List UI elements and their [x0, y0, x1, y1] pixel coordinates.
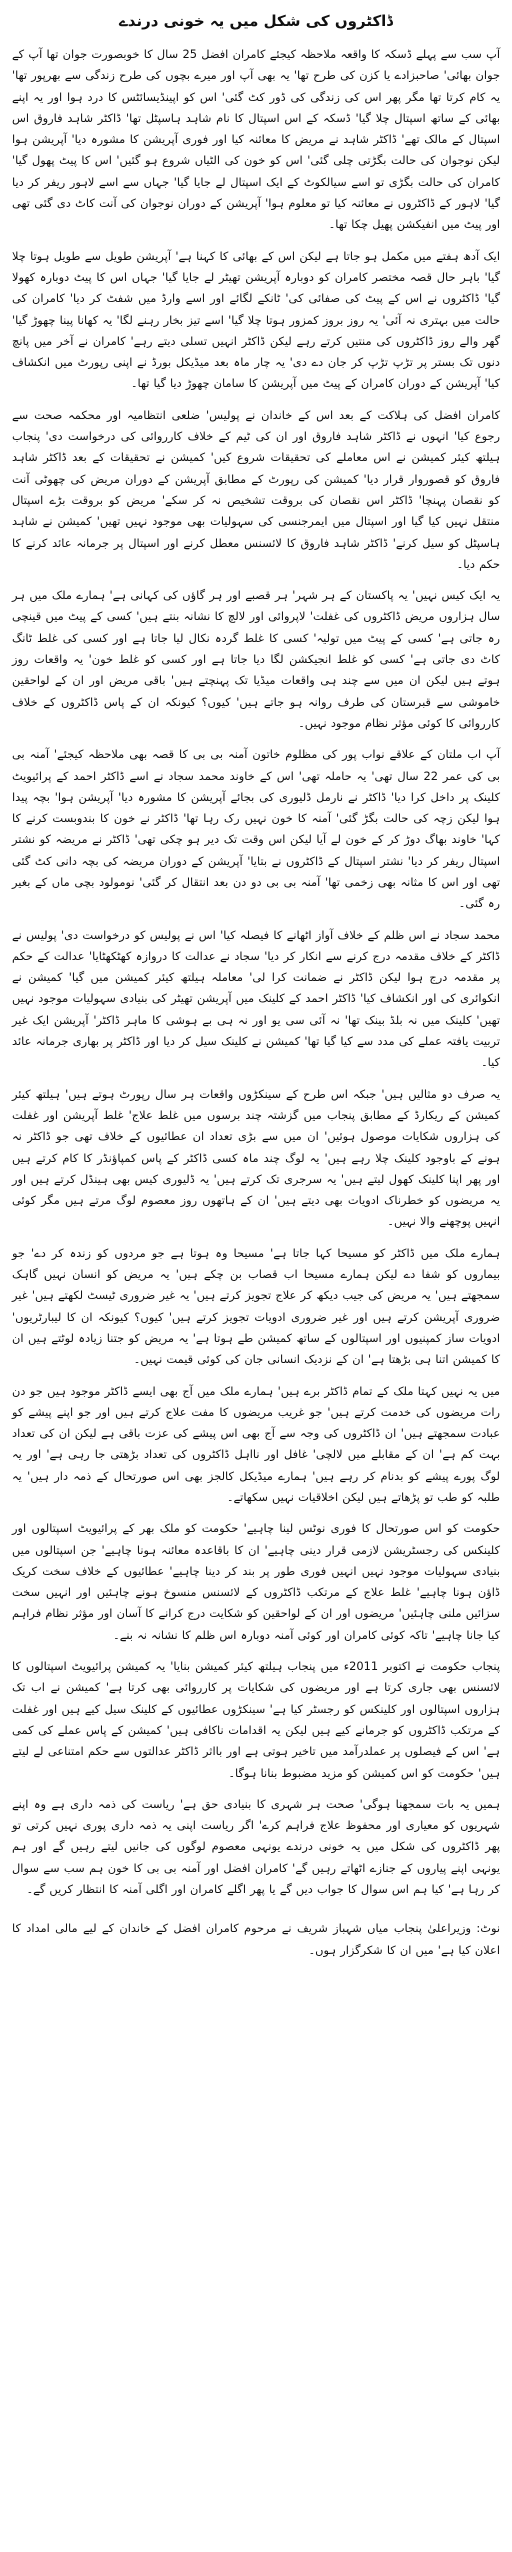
article-paragraph: محمد سجاد نے اس ظلم کے خلاف آواز اٹھانے کا فیصلہ کیا' اس نے پولیس کو درخواست دی' پولیس نے ڈاکٹر کے خلاف مقدمہ درج کرنے سے انکار کر دیا' سجاد نے عدالت کا دروازہ کھٹکھٹایا' عدالت کے حکم پر مقدمہ درج ہوا لیکن ڈاکٹر نے ضمانت کرا لی' معاملہ ہیلتھ کیئر کمیشن میں گیا' کمیشن نے انکوائری کی اور انکشاف کیا' ڈاکٹر احمد کے کلینک میں آپریشن تھیٹر کی بنیادی سہولیات موجود نہیں تھیں' کلینک میں نہ بلڈ بینک تھا' نہ آئی سی یو اور نہ ہی بے ہوشی کا ماہر ڈاکٹر' آپریشن ایک غیر تربیت یافتہ عملے کی مدد سے کیا گیا تھا' کمیشن نے کلینک سیل کر دیا اور ڈاکٹر پر بھاری جرمانہ عائد کیا۔ — [12, 927, 500, 1070]
article-paragraph: کامران افضل کی ہلاکت کے بعد اس کے خاندان نے پولیس' ضلعی انتظامیہ اور محکمہ صحت سے رجوع کیا' انہوں نے ڈاکٹر شاہد فاروق اور ان کی ٹیم کے خلاف کارروائی کی درخواست دی' پنجاب ہیلتھ کیئر کمیشن نے اس معاملے کی تحقیقات شروع کیں' کمیشن نے تحقیقات کے بعد ڈاکٹر شاہد فاروق کو قصوروار قرار دیا' کمیشن کی رپورٹ کے مطابق آپریشن کے دوران مریض کی چھوٹی آنت کو نقصان پہنچا' ڈاکٹر اس نقصان کی بروقت تشخیص نہ کر سکے' مریض کو بروقت بڑے اسپتال منتقل نہیں کیا گیا اور اسپتال میں ایمرجنسی کی سہولیات بھی موجود نہیں تھیں' کمیشن نے شاہد ہاسپٹل کو سیل کرنے' ڈاکٹر شاہد فاروق کا لائسنس معطل کرنے اور اسپتال پر جرمانہ عائد کرنے کا حکم دیا۔ — [12, 407, 500, 571]
article-paragraph: ہمارے ملک میں ڈاکٹر کو مسیحا کہا جاتا ہے' مسیحا وہ ہوتا ہے جو مردوں کو زندہ کر دے' جو بیماروں کو شفا دے لیکن ہمارے مسیحا اب قصاب بن چکے ہیں' یہ مریض کو انسان نہیں گاہک سمجھتے ہیں' یہ مریض کی جیب دیکھ کر علاج تجویز کرتے ہیں' یہ غیر ضروری ٹیسٹ لکھتے ہیں' غیر ضروری آپریشن کرتے ہیں اور غیر ضروری ادویات تجویز کرتے ہیں' کیوں؟ کیونکہ ان کا لیبارٹریوں' ادویات ساز کمپنیوں اور اسپتالوں کے ساتھ کمیشن طے ہوتا ہے' یہ مریض کو جتنا زیادہ لوٹتے ہیں ان کا کمیشن اتنا ہی بڑھتا ہے' ان کے نزدیک انسانی جان کی کوئی قیمت نہیں۔ — [12, 1245, 500, 1367]
article-paragraph: پنجاب حکومت نے اکتوبر 2011ء میں پنجاب ہیلتھ کیئر کمیشن بنایا' یہ کمیشن پرائیویٹ اسپتالوں کا لائسنس بھی جاری کرتا ہے اور مریضوں کی شکایات پر کارروائی بھی کرتا ہے' کمیشن نے اب تک ہزاروں اسپتالوں اور کلینکس کو رجسٹر کیا ہے' سینکڑوں عطائیوں کے کلینک سیل کیے ہیں اور غفلت کے مرتکب ڈاکٹروں کو جرمانے کیے ہیں لیکن یہ اقدامات ناکافی ہیں' کمیشن کے پاس عملے کی کمی ہے' اس کے فیصلوں پر عملدرآمد میں تاخیر ہوتی ہے اور بااثر ڈاکٹر عدالتوں سے حکم امتناعی لے لیتے ہیں' حکومت کو اس کمیشن کو مزید مضبوط بنانا ہوگا۔ — [12, 1659, 500, 1780]
article-paragraph: ایک آدھ ہفتے میں مکمل ہو جاتا ہے لیکن اس کے بھائی کا کہنا ہے' آپریشن طویل سے طویل ہوتا چلا گیا' باہر حال قصہ مختصر کامران کو دوبارہ آپریشن تھیٹر لے جایا گیا' جہاں اس کا پیٹ دوبارہ کھولا گیا' ڈاکٹروں نے اس کے پیٹ کی صفائی کی' ٹانکے لگائے اور اسے وارڈ میں شفٹ کر دیا' کامران کی حالت میں بہتری نہ آئی' یہ روز بروز کمزور ہوتا چلا گیا' اسے تیز بخار رہنے لگا' یہ کھانا پینا چھوڑ گیا' گھر والے روز ڈاکٹروں کی منتیں کرتے رہے لیکن ڈاکٹر انہیں تسلی دیتے رہے' کامران نے آخر میں پانچ دنوں تک بستر پر تڑپ تڑپ کر جان دے دی' یہ چار ماہ بعد میڈیکل بورڈ نے اپنی رپورٹ میں انکشاف کیا' آپریشن کے دوران کامران کے پیٹ میں آپریشن کا سامان چھوڑ دیا گیا تھا۔ — [12, 248, 500, 391]
article-paragraph: یہ ایک کیس نہیں' یہ پاکستان کے ہر شہر' ہر قصبے اور ہر گاؤں کی کہانی ہے' ہمارے ملک میں ہر سال ہزاروں مریض ڈاکٹروں کی غفلت' لاپروائی اور لالچ کا نشانہ بنتے ہیں' کسی کے پیٹ میں قینچی رہ جاتی ہے' کسی کے پیٹ میں تولیہ' کسی کا غلط گردہ نکال لیا جاتا ہے اور کسی کی غلط ٹانگ کاٹ دی جاتی ہے' کسی کو غلط انجیکشن لگا دیا جاتا ہے اور کسی کو غلط خون' یہ واقعات روز ہوتے ہیں لیکن ان میں سے چند ہی واقعات میڈیا تک پہنچتے ہیں' باقی مریض اور ان کے لواحقین خاموشی سے قبرستان کی طرف روانہ ہو جاتے ہیں' کیوں؟ کیونکہ ان کے پاس ڈاکٹروں کے خلاف کارروائی کا کوئی مؤثر نظام موجود نہیں۔ — [12, 588, 500, 730]
article-title: ڈاکٹروں کی شکل میں یہ خونی درندے — [119, 12, 393, 30]
article-paragraph: آپ سب سے پہلے ڈسکہ کا واقعہ ملاحظہ کیجئے کامران افضل 25 سال کا خوبصورت جوان تھا آپ کے جوان بھائی' صاحبزادے یا کزن کی طرح تھا' یہ بھی آپ اور میرے بچوں کی طرح زندگی سے بھرپور تھا' یہ کام کرتا تھا مگر پھر اس کی زندگی کی ڈور کٹ گئی' اس کو اپینڈیسائٹس کا درد ہوا اور یہ اپنے بھائی کے ساتھ اسپتال چلا گیا' ڈسکہ کے اس اسپتال کا نام شاہد ہاسپٹل تھا' ڈاکٹر شاہد فاروق اس اسپتال کے مالک تھے' ڈاکٹر شاہد نے مریض کا معائنہ کیا اور فوری آپریشن کا مشورہ دیا' آپریشن ہوا لیکن نوجوان کی حالت بگڑتی چلی گئی' اس کو خون کی الٹیاں شروع ہو گئیں' اس کا پیٹ پھول گیا' کامران کی حالت بگڑی تو اسے سیالکوٹ کے ایک اسپتال لے جایا گیا' جہاں سے اسے لاہور ریفر کر دیا گیا' لاہور کے ڈاکٹروں نے معائنہ کیا تو معلوم ہوا' آپریشن کے دوران نوجوان کی آنت کاٹ دی گئی تھی اور پیٹ میں انفیکشن پھیل چکا تھا۔ — [12, 47, 500, 232]
article-paragraph: آپ اب ملتان کے علاقے نواب پور کی مظلوم خاتون آمنہ بی بی کا قصہ بھی ملاحظہ کیجئے' آمنہ بی بی کی عمر 22 سال تھی' یہ حاملہ تھی' اس کے خاوند محمد سجاد نے اسے ڈاکٹر احمد کے پرائیویٹ کلینک پر داخل کرا دیا' ڈاکٹر نے نارمل ڈلیوری کی بجائے آپریشن کا مشورہ دیا' آپریشن ہوا' بچہ پیدا ہوا لیکن زچہ کی حالت بگڑ گئی' آمنہ کا خون نہیں رک رہا تھا' ڈاکٹر نے خون کا بندوبست کرنے کا کہا' خاوند بھاگ دوڑ کر کے خون لے آیا لیکن اس وقت تک دیر ہو چکی تھی' ڈاکٹر نے مریضہ کو نشتر اسپتال ریفر کر دیا' نشتر اسپتال کے ڈاکٹروں نے بتایا' آپریشن کے دوران مریضہ کی بچہ دانی کٹ گئی تھی اور اس کا مثانہ بھی زخمی تھا' آمنہ بی بی دو دن بعد انتقال کر گئی' نومولود بچی ماں کے بغیر رہ گئی۔ — [12, 747, 500, 911]
article-footnote: نوٹ: وزیراعلیٰ پنجاب میاں شہباز شریف نے مرحوم کامران افضل کے خاندان کے لیے مالی امداد کا اعلان کیا ہے' میں ان کا شکرگزار ہوں۔ — [12, 1921, 500, 1957]
article-body — [12, 44, 500, 1961]
article-paragraph: حکومت کو اس صورتحال کا فوری نوٹس لینا چاہیے' حکومت کو ملک بھر کے پرائیویٹ اسپتالوں اور کلینکس کی رجسٹریشن لازمی قرار دینی چاہیے' ان کا باقاعدہ معائنہ ہونا چاہیے' جن اسپتالوں میں بنیادی سہولیات موجود نہیں انہیں فوری طور پر بند کر دینا چاہیے' عطائیوں کے خلاف سخت کریک ڈاؤن ہونا چاہیے' غلط علاج کے مرتکب ڈاکٹروں کے لائسنس منسوخ ہونے چاہئیں اور انہیں سخت سزائیں ملنی چاہئیں' مریضوں اور ان کے لواحقین کو شکایت درج کرانے کا آسان اور مؤثر نظام فراہم کیا جانا چاہیے' تاکہ کوئی کامران اور کوئی آمنہ دوبارہ اس ظلم کا نشانہ نہ بنے۔ — [12, 1521, 500, 1642]
article-paragraph: یہ صرف دو مثالیں ہیں' جبکہ اس طرح کے سینکڑوں واقعات ہر سال رپورٹ ہوتے ہیں' ہیلتھ کیئر کمیشن کے ریکارڈ کے مطابق پنجاب میں گزشتہ چند برسوں میں غلط علاج' غلط آپریشن اور غفلت کی ہزاروں شکایات موصول ہوئیں' ان میں سے بڑی تعداد ان عطائیوں کے خلاف تھی جو ڈاکٹر نہ ہونے کے باوجود کلینک چلا رہے ہیں' یہ لوگ چند ماہ کسی ڈاکٹر کے پاس کمپاؤنڈر کا کام کرتے ہیں اور پھر اپنا کلینک کھول لیتے ہیں' یہ سرجری تک کرتے ہیں' یہ ڈلیوری کیس بھی ہینڈل کرتے ہیں اور یہ مریضوں کو خطرناک ادویات بھی دیتے ہیں' ان کے ہاتھوں روز معصوم لوگ مرتے ہیں مگر کوئی انہیں پوچھنے والا نہیں۔ — [12, 1086, 500, 1229]
article-paragraph: میں یہ نہیں کہتا ملک کے تمام ڈاکٹر برے ہیں' ہمارے ملک میں آج بھی ایسے ڈاکٹر موجود ہیں جو دن رات مریضوں کی خدمت کرتے ہیں' جو غریب مریضوں کا مفت علاج کرتے ہیں اور جو اپنے پیشے کو عبادت سمجھتے ہیں' ان ڈاکٹروں کی وجہ سے آج بھی اس پیشے کی عزت باقی ہے لیکن ان کی تعداد بہت کم ہے' ان کے مقابلے میں لالچی' غافل اور نااہل ڈاکٹروں کی تعداد بڑھتی جا رہی ہے' اور یہ لوگ پورے پیشے کو بدنام کر رہے ہیں' ہمارے میڈیکل کالجز بھی اس صورتحال کے ذمہ دار ہیں' یہ طلبہ کو طب تو پڑھاتے ہیں لیکن اخلاقیات نہیں سکھاتے۔ — [12, 1383, 500, 1504]
article-paragraph: ہمیں یہ بات سمجھنا ہوگی' صحت ہر شہری کا بنیادی حق ہے' ریاست کی ذمہ داری ہے وہ اپنے شہریوں کو معیاری اور محفوظ علاج فراہم کرے' اگر ریاست اپنی یہ ذمہ داری پوری نہیں کرتی تو پھر ڈاکٹروں کی شکل میں یہ خونی درندے یونہی معصوم لوگوں کی جانیں لیتے رہیں گے اور ہم یونہی اپنے پیاروں کے جنازے اٹھاتے رہیں گے' کامران افضل اور آمنہ بی بی کا خون ہم سب سے سوال کر رہا ہے' کیا ہم اس سوال کا جواب دیں گے یا پھر اگلے کامران اور اگلی آمنہ کا انتظار کریں گے۔ — [12, 1796, 500, 1897]
